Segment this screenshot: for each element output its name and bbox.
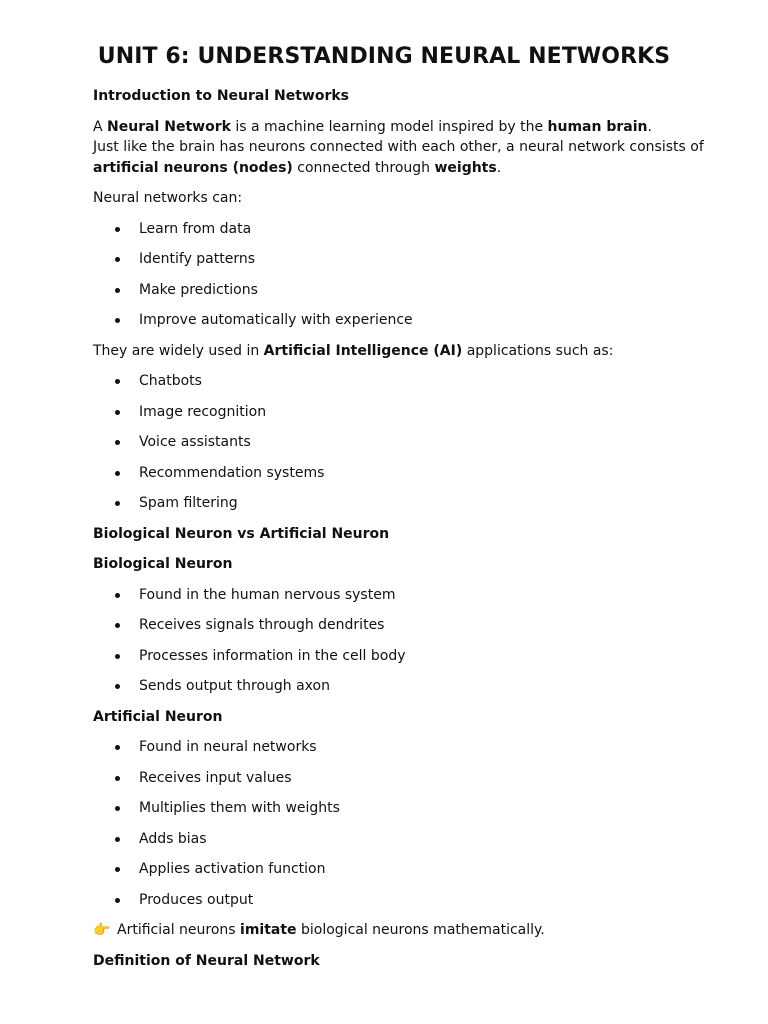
list-item: Receives input values <box>93 768 693 789</box>
list-item: Adds bias <box>93 829 693 850</box>
list-item: Sends output through axon <box>93 676 693 697</box>
biological-list <box>93 585 693 697</box>
list-item: Multiplies them with weights <box>93 798 693 819</box>
list-item: Image recognition <box>93 402 693 423</box>
section-heading-intro: Introduction to Neural Networks <box>93 88 350 104</box>
intro-paragraph-2: Just like the brain has neurons connected with each other, a neural network consists of <box>93 139 704 155</box>
list-item: Chatbots <box>93 371 693 392</box>
list-item: Receives signals through dendrites <box>93 615 693 636</box>
list-item: Improve automatically with experience <box>93 310 693 331</box>
list-item: Processes information in the cell body <box>93 646 693 667</box>
imitate-note: 👉 Artificial neurons imitate biological neurons mathematically. <box>93 920 693 941</box>
subheading-artificial: Artificial Neuron <box>93 708 223 725</box>
pointing-hand-icon: 👉 <box>93 922 111 938</box>
section-heading-definition: Definition of Neural Network <box>93 952 320 969</box>
section-heading-comparison: Biological Neuron vs Artificial Neuron <box>93 525 390 542</box>
used-in-paragraph: They are widely used in Artificial Intelligence (AI) applications such as: <box>93 342 614 359</box>
page-title: UNIT 6: UNDERSTANDING NEURAL NETWORKS <box>97 44 671 69</box>
applications-list <box>93 371 693 514</box>
list-item: Spam filtering <box>93 493 693 514</box>
capabilities-list <box>93 219 693 331</box>
can-label: Neural networks can: <box>93 190 243 206</box>
document-page <box>93 42 704 971</box>
list-item: Applies activation function <box>93 859 693 880</box>
intro-paragraph-1: A Neural Network is a machine learning model inspired by the human brain. <box>93 118 652 135</box>
list-item: Found in neural networks <box>93 737 693 758</box>
list-item: Voice assistants <box>93 432 693 453</box>
list-item: Found in the human nervous system <box>93 585 693 606</box>
list-item: Produces output <box>93 890 693 911</box>
list-item: Make predictions <box>93 280 693 301</box>
subheading-biological: Biological Neuron <box>93 556 233 572</box>
artificial-list <box>93 737 693 910</box>
list-item: Identify patterns <box>93 249 693 270</box>
list-item: Learn from data <box>93 219 693 240</box>
list-item: Recommendation systems <box>93 463 693 484</box>
intro-paragraph-3: artificial neurons (nodes) connected through weights. <box>93 159 502 176</box>
